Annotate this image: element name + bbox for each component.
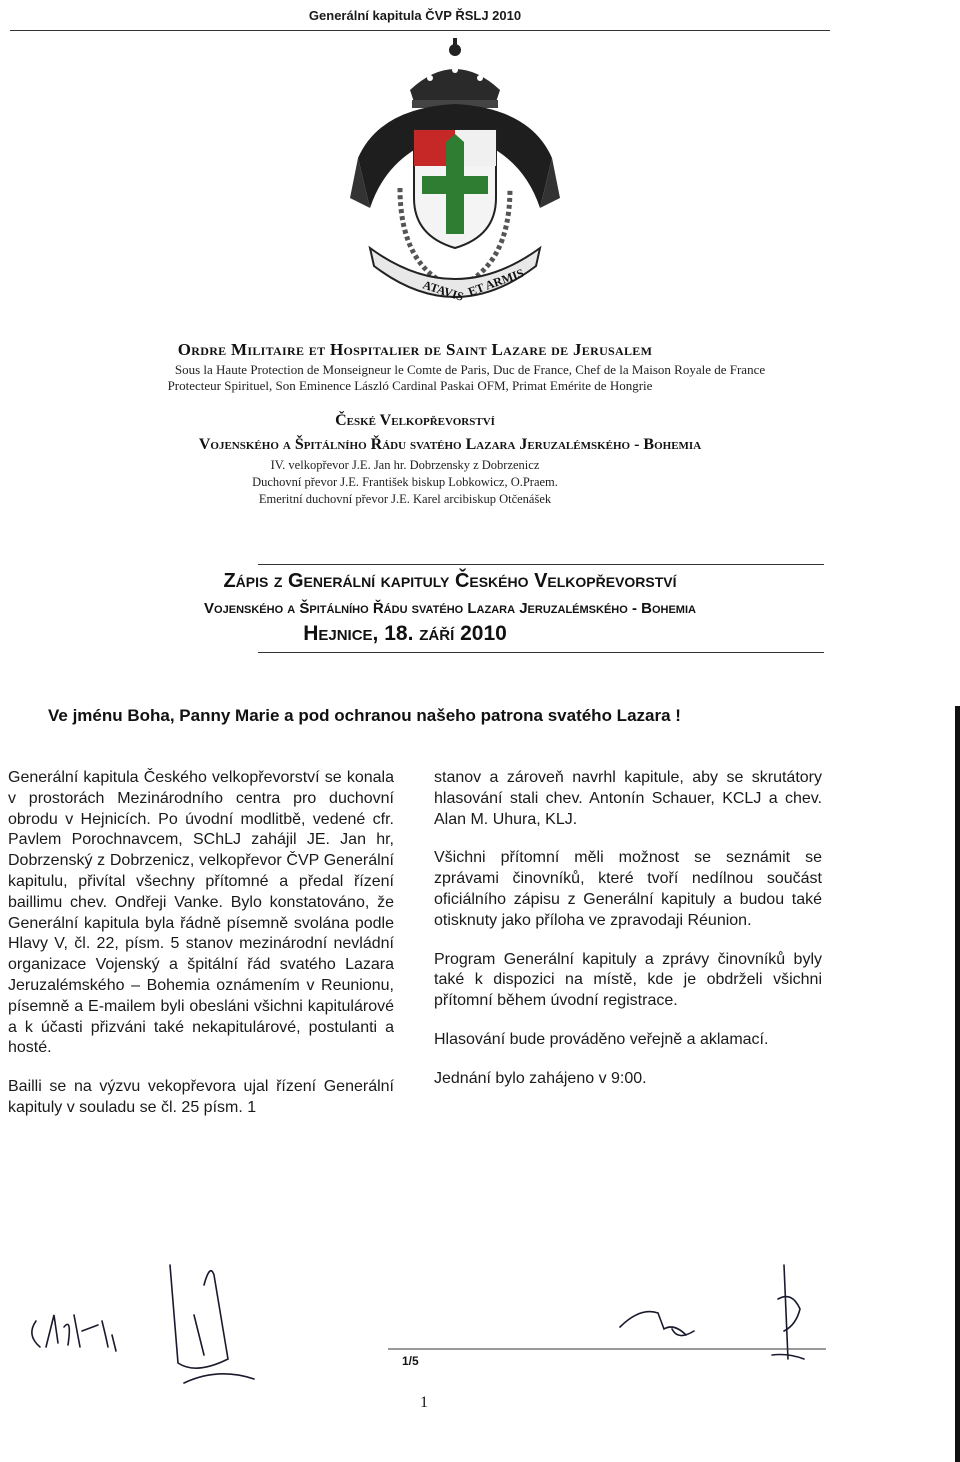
officer-line-1: IV. velkopřevor J.E. Jan hr. Dobrzensky z Dobrzenicz [270, 458, 540, 472]
officer-line-3: Emeritní duchovní převor J.E. Karel arcibiskup Otčenášek [258, 492, 552, 506]
order-title: Ordre Militaire et Hospitalier de Saint Lazare de Jerusalem [177, 340, 653, 359]
scan-edge-bar [955, 706, 960, 1462]
coat-of-arms-emblem [340, 38, 570, 310]
order-protector: Protecteur Spirituel, Son Eminence László Cardinal Paskai OFM, Primat Emérite de Hongrie [167, 378, 653, 393]
svg-text:ET ARMIS: ET ARMIS [466, 265, 526, 299]
officer-line-2: Duchovní převor J.E. František biskup Lobkowicz, O.Praem. [252, 475, 558, 489]
body-paragraph: Generální kapitula Českého velkopřevorství se konala v prostorách Mezinárodního centra pro duchovní obrodu v Hejnicích. Po úvodní modlitbě, vedené cfr. Pavlem Porochnavcem, SChLJ zahájil JE. Jan hr, Dobrzenský z Dobrzenicz, velkopřevor ČVP Generální kapitulu, přivítal všechny přítomné a předal řízení baillimu chev. Ondřeji Vanke. Bylo konstatováno, že Generální kapitula byla řádně písemně svolána podle Hlavy V, čl. 22, písm. 5 stanov mezinárodní nevládní organizace Vojenský a špitální řád svatého Lazara Jeruzalémského – Bohemia oznámením v Reunionu, písemně a E-mailem byli obesláni všichni kapitulárové a k účasti přizváni také nekapitulárové, postulanti a hosté. [8, 769, 394, 1057]
document-subtitle: Vojenského a Špitálního Řádu svatého Lazara Jeruzalémského - Bohemia [204, 600, 696, 617]
body-column-left [8, 768, 394, 1119]
body-paragraph: Hlasování bude prováděno veřejně a aklamací. [434, 1030, 769, 1048]
handwritten-signature-4 [772, 1265, 804, 1359]
body-paragraph: Jednání bylo zahájeno v 9:00. [434, 1069, 647, 1087]
svg-text:ATAVIS: ATAVIS [421, 277, 466, 304]
grand-priory-full-name: Vojenského a Špitálního Řádu svatého Lazara Jeruzalémského - Bohemia [198, 436, 702, 453]
page-number: 1 [420, 1394, 428, 1411]
document-title: Zápis z Generální kapituly Českého Velkopřevorství [223, 570, 677, 592]
body-paragraph: Bailli se na výzvu vekopřevora ujal řízení Generální kapituly v souladu se čl. 25 písm. 1 [8, 1078, 394, 1116]
signatures-area [18, 1255, 838, 1395]
title-rule-top [258, 564, 824, 565]
document-place-date: Hejnice, 18. září 2010 [303, 622, 507, 645]
body-paragraph: Program Generální kapituly a zprávy činovníků byly také k dispozici na místě, kde je obdrželi všichni přítomní během úvodní registrace. [434, 950, 822, 1010]
invocation: Ve jménu Boha, Panny Marie a pod ochranou našeho patrona svatého Lazara ! [48, 706, 681, 725]
page-indicator: 1/5 [402, 1354, 419, 1368]
body-column-right [434, 768, 822, 1090]
header-title: Generální kapitula ČVP ŘSLJ 2010 [308, 8, 522, 23]
body-paragraph: stanov a zároveň navrhl kapitule, aby se skrutátory hlasování stali chev. Antonín Schauer, KCLJ a chev. Alan M. Uhura, KLJ. [434, 769, 822, 828]
body-paragraph: Všichni přítomní měli možnost se seznámit se zprávami činovníků, které tvoří nedílnou součást oficiálního zápisu z Generální kapituly a budou také otisknuty jako příloha ve zpravodaji Réunion. [434, 849, 822, 929]
handwritten-signature-2 [170, 1265, 254, 1383]
title-rule-bottom [258, 652, 824, 653]
order-protection: Sous la Haute Protection de Monseigneur le Comte de Paris, Duc de France, Chef de la Maison Royale de France [174, 362, 766, 377]
grand-priory-name: České Velkopřevorství [335, 412, 495, 429]
handwritten-signature-3 [620, 1312, 694, 1336]
handwritten-signature-1 [32, 1315, 116, 1351]
header-rule [10, 30, 830, 31]
